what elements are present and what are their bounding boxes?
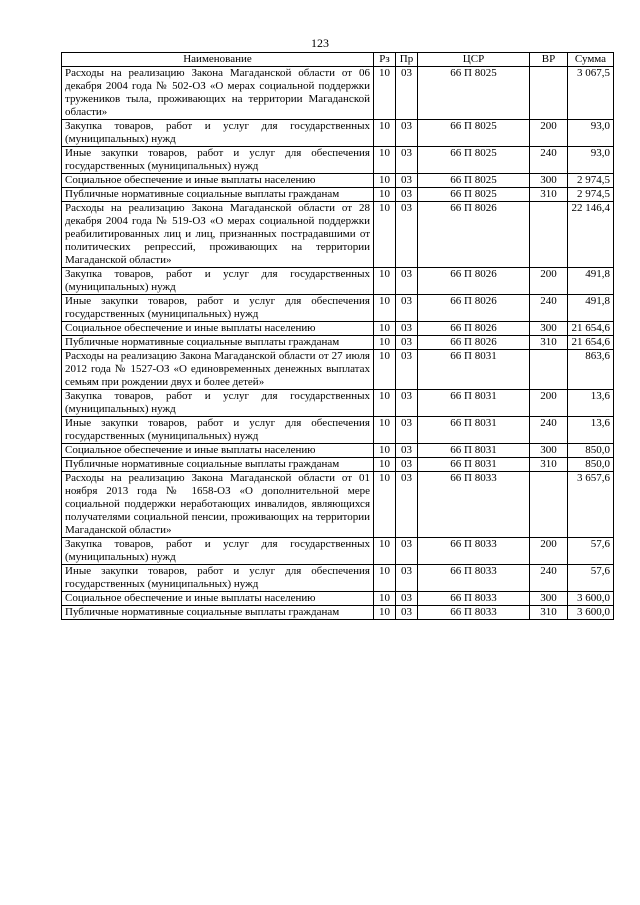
cell-csr: 66 П 8033 [418, 606, 530, 620]
table-row [62, 606, 614, 620]
table-row [62, 472, 614, 538]
cell-sum: 93,0 [568, 120, 614, 147]
cell-pr: 03 [396, 202, 418, 268]
cell-pr: 03 [396, 67, 418, 120]
cell-sum: 3 657,6 [568, 472, 614, 538]
cell-csr: 66 П 8033 [418, 592, 530, 606]
cell-sum: 93,0 [568, 147, 614, 174]
table-row [62, 417, 614, 444]
cell-vr: 300 [530, 592, 568, 606]
cell-pr: 03 [396, 565, 418, 592]
cell-vr [530, 472, 568, 538]
table-row [62, 174, 614, 188]
cell-csr: 66 П 8031 [418, 390, 530, 417]
cell-name: Социальное обеспечение и иные выплаты населению [62, 444, 374, 458]
table-row [62, 458, 614, 472]
cell-rz: 10 [374, 147, 396, 174]
cell-sum: 491,8 [568, 295, 614, 322]
cell-pr: 03 [396, 592, 418, 606]
cell-name: Расходы на реализацию Закона Магаданской области от 28 декабря 2004 года № 519-ОЗ «О мерах социальной поддержки реабилитированных лиц и лиц, признанных пострадавшими от политических репрессий, проживающих на территории Магаданской области» [62, 202, 374, 268]
cell-name: Публичные нормативные социальные выплаты гражданам [62, 336, 374, 350]
cell-name: Иные закупки товаров, работ и услуг для обеспечения государственных (муниципальных) нужд [62, 295, 374, 322]
cell-pr: 03 [396, 458, 418, 472]
header-vr: ВР [530, 53, 568, 67]
cell-rz: 10 [374, 538, 396, 565]
cell-sum: 21 654,6 [568, 336, 614, 350]
cell-sum: 13,6 [568, 417, 614, 444]
cell-pr: 03 [396, 417, 418, 444]
cell-rz: 10 [374, 174, 396, 188]
cell-name: Закупка товаров, работ и услуг для государственных (муниципальных) нужд [62, 120, 374, 147]
cell-rz: 10 [374, 350, 396, 390]
cell-pr: 03 [396, 268, 418, 295]
cell-rz: 10 [374, 336, 396, 350]
cell-sum: 2 974,5 [568, 174, 614, 188]
table-header-row [62, 53, 614, 67]
cell-vr: 310 [530, 606, 568, 620]
cell-name: Публичные нормативные социальные выплаты гражданам [62, 188, 374, 202]
cell-rz: 10 [374, 417, 396, 444]
cell-name: Публичные нормативные социальные выплаты гражданам [62, 606, 374, 620]
table-row [62, 322, 614, 336]
cell-pr: 03 [396, 444, 418, 458]
cell-name: Расходы на реализацию Закона Магаданской области от 06 декабря 2004 года № 502-ОЗ «О мерах социальной поддержки тружеников тыла, проживающих на территории Магаданской области» [62, 67, 374, 120]
table-row [62, 336, 614, 350]
cell-vr: 300 [530, 444, 568, 458]
cell-sum: 850,0 [568, 458, 614, 472]
cell-name: Закупка товаров, работ и услуг для государственных (муниципальных) нужд [62, 390, 374, 417]
cell-csr: 66 П 8025 [418, 120, 530, 147]
cell-sum: 3 067,5 [568, 67, 614, 120]
cell-csr: 66 П 8026 [418, 322, 530, 336]
cell-vr: 200 [530, 120, 568, 147]
cell-pr: 03 [396, 390, 418, 417]
cell-rz: 10 [374, 322, 396, 336]
table-row [62, 350, 614, 390]
cell-csr: 66 П 8033 [418, 565, 530, 592]
cell-csr: 66 П 8026 [418, 268, 530, 295]
cell-sum: 21 654,6 [568, 322, 614, 336]
table-row [62, 202, 614, 268]
cell-rz: 10 [374, 458, 396, 472]
table-row [62, 390, 614, 417]
cell-sum: 57,6 [568, 538, 614, 565]
cell-vr: 240 [530, 295, 568, 322]
header-pr: Пр [396, 53, 418, 67]
header-sum: Сумма [568, 53, 614, 67]
cell-name: Социальное обеспечение и иные выплаты населению [62, 322, 374, 336]
cell-name: Закупка товаров, работ и услуг для государственных (муниципальных) нужд [62, 538, 374, 565]
table-row [62, 295, 614, 322]
cell-rz: 10 [374, 188, 396, 202]
cell-rz: 10 [374, 120, 396, 147]
table-row [62, 538, 614, 565]
cell-csr: 66 П 8025 [418, 188, 530, 202]
cell-pr: 03 [396, 188, 418, 202]
cell-sum: 863,6 [568, 350, 614, 390]
cell-csr: 66 П 8031 [418, 417, 530, 444]
table-row [62, 147, 614, 174]
cell-vr [530, 350, 568, 390]
cell-vr: 310 [530, 458, 568, 472]
cell-pr: 03 [396, 472, 418, 538]
cell-vr: 200 [530, 538, 568, 565]
cell-sum: 850,0 [568, 444, 614, 458]
cell-rz: 10 [374, 202, 396, 268]
cell-sum: 13,6 [568, 390, 614, 417]
cell-csr: 66 П 8031 [418, 350, 530, 390]
cell-vr [530, 202, 568, 268]
cell-name: Социальное обеспечение и иные выплаты населению [62, 174, 374, 188]
cell-pr: 03 [396, 147, 418, 174]
cell-vr: 240 [530, 565, 568, 592]
cell-name: Публичные нормативные социальные выплаты гражданам [62, 458, 374, 472]
cell-vr: 240 [530, 147, 568, 174]
table-row [62, 444, 614, 458]
cell-csr: 66 П 8033 [418, 538, 530, 565]
cell-name: Социальное обеспечение и иные выплаты населению [62, 592, 374, 606]
cell-name: Иные закупки товаров, работ и услуг для обеспечения государственных (муниципальных) нужд [62, 565, 374, 592]
cell-csr: 66 П 8025 [418, 147, 530, 174]
cell-rz: 10 [374, 606, 396, 620]
cell-vr: 300 [530, 322, 568, 336]
cell-name: Иные закупки товаров, работ и услуг для обеспечения государственных (муниципальных) нужд [62, 147, 374, 174]
cell-vr [530, 67, 568, 120]
table-row [62, 188, 614, 202]
cell-pr: 03 [396, 322, 418, 336]
page-number: 123 [311, 36, 329, 50]
cell-vr: 300 [530, 174, 568, 188]
cell-vr: 310 [530, 336, 568, 350]
cell-csr: 66 П 8025 [418, 174, 530, 188]
cell-sum: 491,8 [568, 268, 614, 295]
cell-vr: 240 [530, 417, 568, 444]
cell-sum: 3 600,0 [568, 592, 614, 606]
cell-csr: 66 П 8026 [418, 295, 530, 322]
cell-csr: 66 П 8033 [418, 472, 530, 538]
cell-rz: 10 [374, 295, 396, 322]
cell-pr: 03 [396, 336, 418, 350]
cell-csr: 66 П 8031 [418, 458, 530, 472]
cell-vr: 310 [530, 188, 568, 202]
cell-rz: 10 [374, 390, 396, 417]
cell-pr: 03 [396, 120, 418, 147]
cell-pr: 03 [396, 538, 418, 565]
cell-rz: 10 [374, 565, 396, 592]
cell-rz: 10 [374, 472, 396, 538]
cell-name: Расходы на реализацию Закона Магаданской области от 01 ноября 2013 года № 1658-ОЗ «О дополнительной мере социальной поддержки неработающих инвалидов, являющихся получателями социальной пенсии, проживающих на территории Магаданской области» [62, 472, 374, 538]
cell-csr: 66 П 8025 [418, 67, 530, 120]
cell-rz: 10 [374, 444, 396, 458]
cell-name: Закупка товаров, работ и услуг для государственных (муниципальных) нужд [62, 268, 374, 295]
cell-pr: 03 [396, 350, 418, 390]
cell-pr: 03 [396, 174, 418, 188]
cell-csr: 66 П 8026 [418, 202, 530, 268]
cell-sum: 3 600,0 [568, 606, 614, 620]
table-row [62, 67, 614, 120]
cell-name: Расходы на реализацию Закона Магаданской области от 27 июля 2012 года № 1527-ОЗ «О единовременных денежных выплатах семьям при рождении двух и более детей» [62, 350, 374, 390]
cell-csr: 66 П 8031 [418, 444, 530, 458]
cell-vr: 200 [530, 390, 568, 417]
cell-rz: 10 [374, 592, 396, 606]
cell-name: Иные закупки товаров, работ и услуг для обеспечения государственных (муниципальных) нужд [62, 417, 374, 444]
cell-sum: 2 974,5 [568, 188, 614, 202]
cell-pr: 03 [396, 295, 418, 322]
cell-csr: 66 П 8026 [418, 336, 530, 350]
cell-vr: 200 [530, 268, 568, 295]
header-rz: Рз [374, 53, 396, 67]
table-row [62, 120, 614, 147]
table-row [62, 592, 614, 606]
header-csr: ЦСР [418, 53, 530, 67]
cell-pr: 03 [396, 606, 418, 620]
cell-sum: 22 146,4 [568, 202, 614, 268]
header-name: Наименование [62, 53, 374, 67]
budget-table [61, 52, 614, 620]
table-row [62, 565, 614, 592]
cell-sum: 57,6 [568, 565, 614, 592]
cell-rz: 10 [374, 268, 396, 295]
table-row [62, 268, 614, 295]
cell-rz: 10 [374, 67, 396, 120]
